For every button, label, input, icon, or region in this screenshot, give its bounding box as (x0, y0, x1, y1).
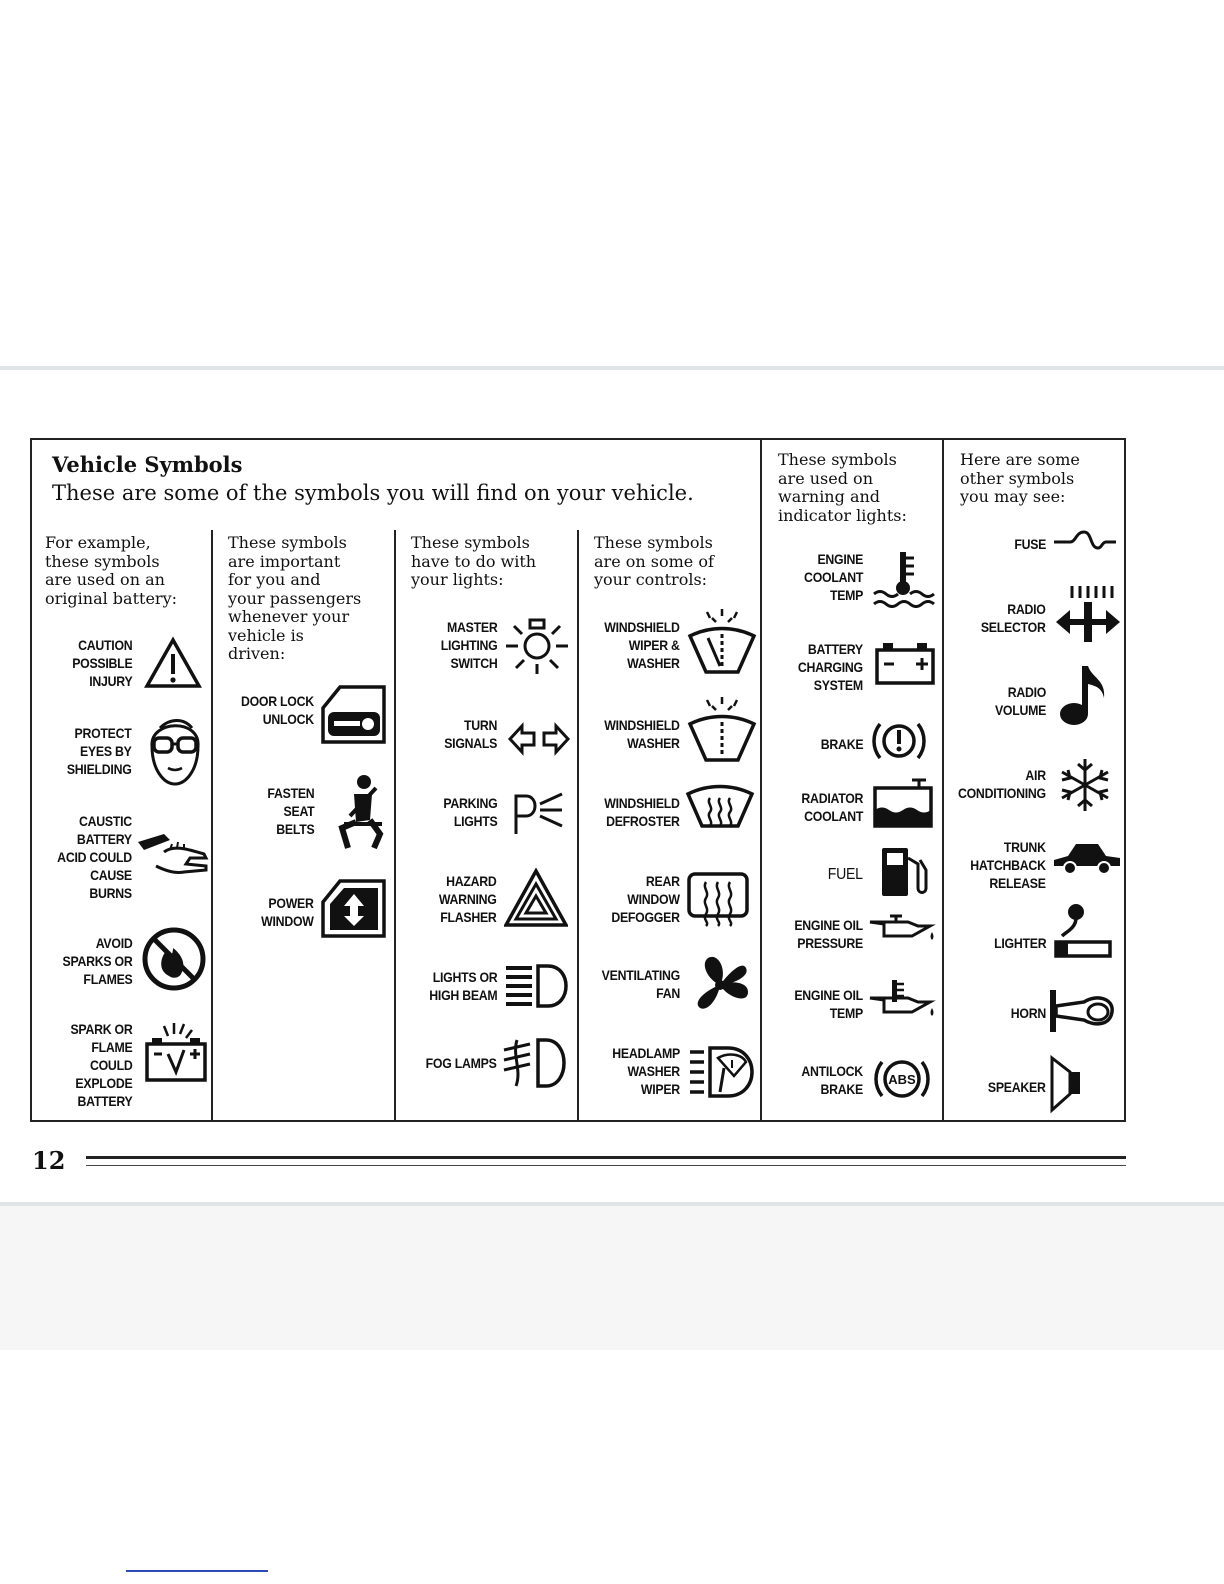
speaker-label: SPEAKER (988, 1079, 1046, 1095)
lighter-icon (1052, 902, 1114, 962)
fuse-label: FUSE (1014, 536, 1046, 552)
door-lock-icon (320, 684, 388, 746)
coolant-temp-icon (872, 550, 936, 608)
turn-signal-icon (506, 722, 572, 756)
coolant-temp-label: ENGINE COOLANT TEMP (803, 551, 863, 603)
spark-explode-label: SPARK OR FLAME COULD EXPLODE BATTERY (69, 1021, 132, 1109)
hazard-label: HAZARD WARNING FLASHER (439, 873, 497, 925)
headlamp-washer-label: HEADLAMP WASHER WIPER (612, 1045, 680, 1097)
radio-volume-label: RADIO VOLUME (994, 684, 1046, 718)
scan-edge-top (0, 366, 1224, 370)
scan-gray-band (0, 1206, 1224, 1350)
radiator-icon (872, 774, 934, 830)
horn-icon (1046, 986, 1116, 1036)
oil-pressure-icon (866, 914, 938, 948)
no-flame-icon (139, 926, 209, 992)
snowflake-icon (1056, 756, 1114, 814)
wiper-washer-icon (686, 608, 758, 676)
brake-icon (870, 716, 928, 766)
radio-selector-label: RADIO SELECTOR (981, 601, 1046, 635)
radiator-coolant-label: RADIATOR COOLANT (801, 790, 863, 824)
page-title: Vehicle Symbols (52, 452, 243, 477)
abs-icon (872, 1054, 932, 1104)
column-divider (577, 530, 579, 1122)
fuel-icon (878, 844, 934, 900)
warning-intro: These symbols are used on warning and indicator lights: (778, 450, 907, 525)
headlamp-washer-icon (686, 1044, 758, 1100)
battery-icon (874, 640, 936, 686)
protect-eyes-label: PROTECT EYES BY SHIELDING (67, 725, 132, 777)
acid-hand-icon (134, 820, 210, 884)
caution-label: CAUTION POSSIBLE INJURY (71, 637, 132, 689)
high-beam-label: LIGHTS OR HIGH BEAM (428, 969, 497, 1003)
other-intro: Here are some other symbols you may see: (960, 450, 1080, 506)
turn-signals-label: TURN SIGNALS (444, 717, 497, 751)
column-divider (211, 530, 213, 1122)
music-note-icon (1058, 662, 1112, 730)
avoid-sparks-label: AVOID SPARKS OR FLAMES (62, 935, 132, 987)
fan-label: VENTILATING FAN (601, 967, 680, 1001)
oil-pressure-label: ENGINE OIL PRESSURE (794, 917, 863, 951)
battery-charging-label: BATTERY CHARGING SYSTEM (798, 641, 863, 693)
caution-triangle-icon (144, 636, 202, 690)
fuse-icon (1052, 526, 1118, 554)
blank-top-area (0, 0, 1224, 366)
power-window-label: POWER WINDOW (261, 895, 314, 929)
lighter-label: LIGHTER (993, 935, 1046, 951)
footer-rule-thin (86, 1165, 1126, 1166)
defroster-label: WINDSHIELD DEFROSTER (604, 795, 680, 829)
high-beam-icon (502, 962, 572, 1010)
power-window-icon (320, 878, 388, 940)
hazard-icon (504, 868, 568, 928)
column-divider (394, 530, 396, 1122)
radio-selector-icon (1052, 584, 1124, 644)
parking-lights-icon (510, 790, 566, 836)
master-lighting-label: MASTER LIGHTING SWITCH (440, 619, 497, 671)
abs-icon-text: ABS (888, 1072, 916, 1087)
column-divider (760, 438, 762, 1122)
car-icon (1052, 838, 1122, 876)
defroster-icon (684, 784, 756, 840)
fan-icon (688, 952, 752, 1018)
horn-label: HORN (1010, 1005, 1046, 1021)
rear-defogger-icon (686, 868, 750, 930)
fog-lamp-icon (500, 1036, 570, 1090)
door-lock-label: DOOR LOCK UNLOCK (241, 693, 314, 727)
controls-intro: These symbols are on some of your controls: (594, 533, 714, 589)
fuel-label: FUEL (828, 866, 863, 883)
column-divider (942, 438, 944, 1122)
fog-lamps-label: FOG LAMPS (426, 1055, 497, 1071)
footer-rule (86, 1156, 1126, 1159)
speaker-icon (1048, 1054, 1082, 1114)
passengers-intro: These symbols are important for you and your passengers whenever your vehicle is driven: (228, 533, 362, 663)
battery-explode-icon (144, 1022, 208, 1084)
oil-temp-icon (866, 978, 938, 1024)
face-goggles-icon (140, 710, 210, 788)
washer-icon (686, 696, 758, 764)
wiper-washer-label: WINDSHIELD WIPER & WASHER (604, 619, 680, 671)
antilock-label: ANTILOCK BRAKE (801, 1063, 863, 1097)
washer-label: WINDSHIELD WASHER (604, 717, 680, 751)
page-subtitle: These are some of the symbols you will find on your vehicle. (52, 481, 694, 505)
trunk-release-label: TRUNK HATCHBACK RELEASE (970, 839, 1046, 891)
battery-intro: For example, these symbols are used on an original battery: (45, 533, 177, 608)
seatbelt-icon (326, 772, 388, 852)
seatbelt-label: FASTEN SEAT BELTS (266, 785, 314, 837)
stray-line (126, 1570, 268, 1572)
rear-defogger-label: REAR WINDOW DEFOGGER (611, 873, 680, 925)
parking-lights-label: PARKING LIGHTS (442, 795, 497, 829)
page-number: 12 (32, 1146, 66, 1175)
air-conditioning-label: AIR CONDITIONING (958, 767, 1046, 801)
master-lighting-icon (504, 614, 570, 676)
caustic-label: CAUSTIC BATTERY ACID COULD CAUSE BURNS (57, 813, 132, 901)
brake-label: BRAKE (820, 736, 863, 752)
oil-temp-label: ENGINE OIL TEMP (794, 987, 863, 1021)
lights-intro: These symbols have to do with your lights: (411, 533, 537, 589)
